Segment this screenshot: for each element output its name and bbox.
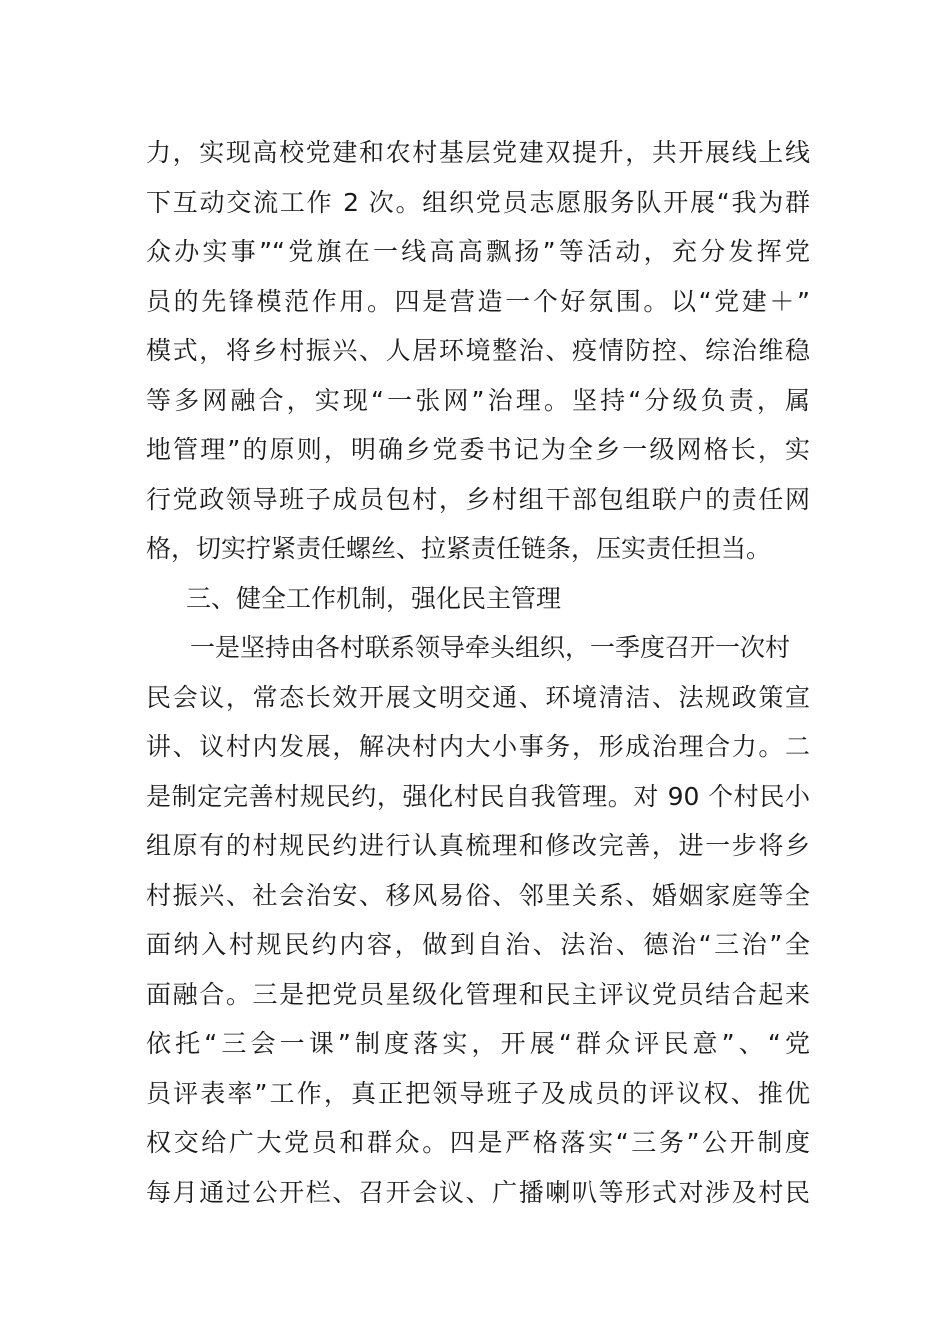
paragraph-line-21: 权交给广大党员和群众。四是严格落实“三务”公开制度: [146, 1128, 810, 1157]
paragraph-line-7: 地管理”的原则，明确乡党委书记为全乡一级网格长，实: [146, 435, 810, 464]
paragraph-line-17: 面纳入村规民约内容，做到自治、法治、德治“三治”全: [146, 930, 810, 959]
paragraph-line-20: 员评表率”工作，真正把领导班子及成员的评议权、推优: [146, 1078, 810, 1108]
paragraph-line-3: 众办实事”“党旗在一线高高飘扬”等活动，充分发挥党: [146, 237, 810, 266]
paragraph-line-9: 格，切实拧紧责任螺丝、拉紧责任链条，压实责任担当。: [146, 534, 772, 563]
paragraph-line-2: 下互动交流工作 2 次。组织党员志愿服务队开展“我为群: [146, 187, 810, 217]
paragraph-line-14: 是制定完善村规民约，强化村民自我管理。对 90 个村民小: [146, 781, 810, 811]
paragraph-line-12: 民会议，常态长效开展文明交通、环境清洁、法规政策宣: [146, 682, 810, 712]
paragraph-line-6: 等多网融合，实现“一张网”治理。坚持“分级负责，属: [146, 385, 810, 415]
body-text: [146, 128, 810, 1217]
paragraph-line-1: 力，实现高校党建和农村基层党建双提升，共开展线上线: [146, 138, 810, 167]
paragraph-line-15: 组原有的村规民约进行认真梳理和修改完善，进一步将乡: [146, 831, 810, 860]
paragraph-line-22: 每月通过公开栏、召开会议、广播喇叭等形式对涉及村民: [146, 1177, 810, 1207]
paragraph-line-5: 模式，将乡村振兴、人居环境整治、疫情防控、综治维稳: [146, 336, 810, 365]
paragraph-line-4: 员的先锋模范作用。四是营造一个好氛围。以“党建＋”: [146, 286, 810, 316]
paragraph-line-13: 讲、议村内发展，解决村内大小事务，形成治理合力。二: [146, 732, 810, 761]
paragraph-line-18: 面融合。三是把党员星级化管理和民主评议党员结合起来: [146, 979, 810, 1009]
paragraph-line-19: 依托“三会一课”制度落实，开展“群众评民意”、“党: [146, 1029, 810, 1058]
paragraph-line-16: 村振兴、社会治安、移风易俗、邻里关系、婚姻家庭等全: [146, 880, 810, 910]
paragraph-line-8: 行党政领导班子成员包村，乡村组干部包组联户的责任网: [146, 484, 810, 514]
paragraph-line-11: 一是坚持由各村联系领导牵头组织，一季度召开一次村: [190, 633, 791, 662]
section-heading: 三、健全工作机制，强化民主管理: [186, 583, 562, 613]
